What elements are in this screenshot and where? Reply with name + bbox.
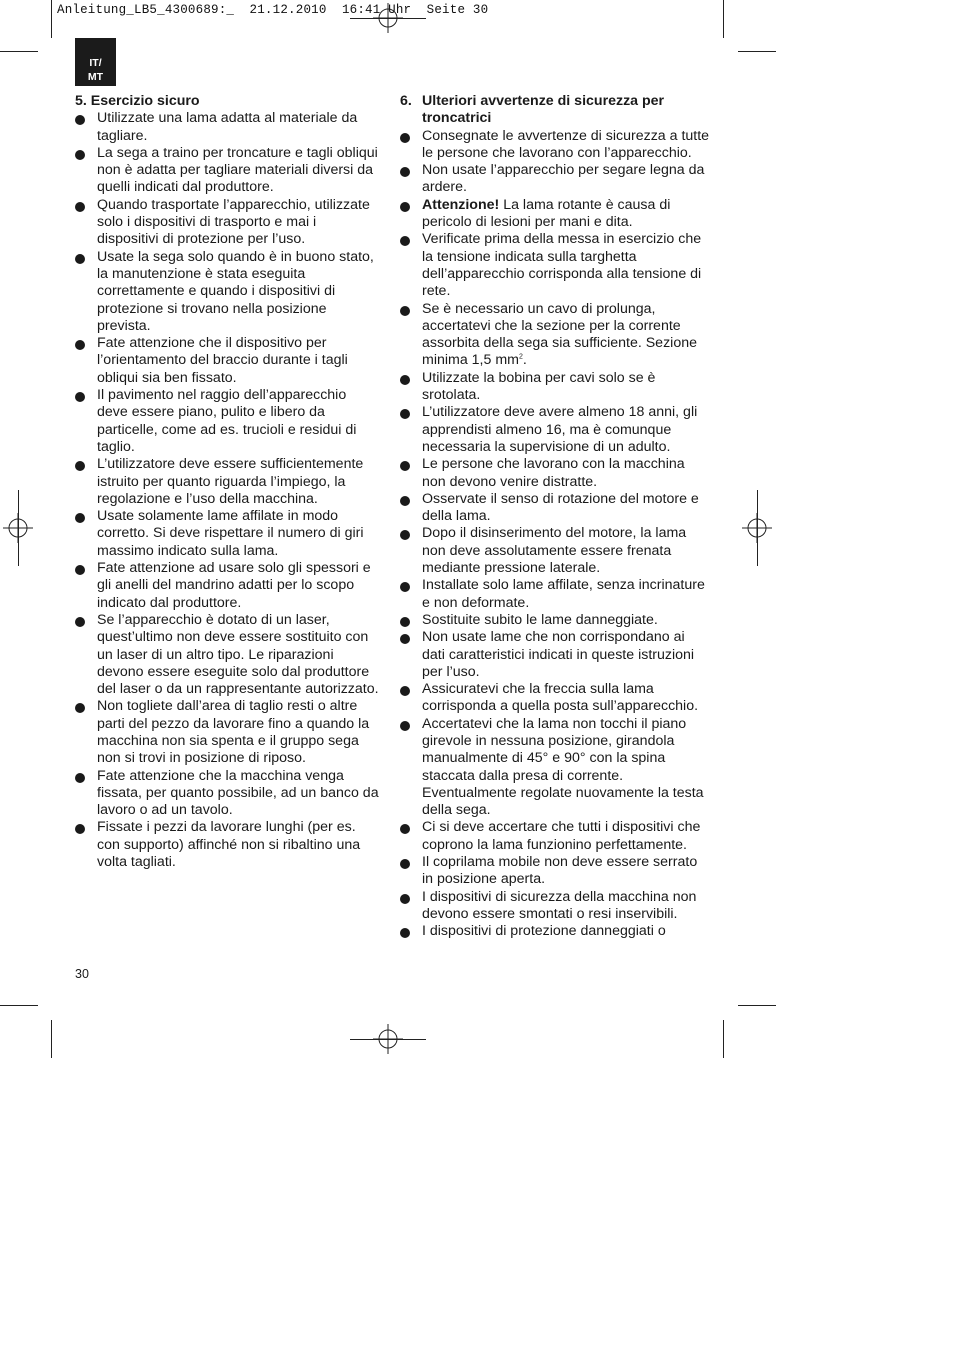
list-item	[75, 110, 380, 145]
crop-mark	[723, 0, 724, 38]
list-item-text: Installate solo lame affilate, senza incrinature e non deformate.	[422, 577, 705, 611]
list-item	[400, 525, 710, 577]
list-item	[400, 681, 710, 716]
bullet-icon	[400, 409, 410, 419]
bullet-icon	[400, 634, 410, 644]
bullet-list	[75, 110, 380, 871]
list-item-text: La sega a traino per troncature e tagli obliqui non è adatta per tagliare materiali diversi da quelli indicati dal produttore.	[97, 144, 378, 196]
bullet-icon	[400, 167, 410, 177]
bullet-icon	[75, 150, 85, 160]
bullet-icon	[75, 392, 85, 402]
list-item-text: Fate attenzione che la macchina venga fissata, per quanto possibile, ad un banco da lavoro o ad un tavolo.	[97, 767, 379, 819]
language-tab-line: MT	[87, 71, 104, 83]
bullet-icon	[75, 202, 85, 212]
list-item-text: L’utilizzatore deve avere almeno 18 anni, gli apprendisti almeno 16, ma è comunque necessaria la supervisione di un adulto.	[422, 404, 698, 455]
bullet-icon	[400, 582, 410, 592]
crop-mark	[18, 490, 19, 566]
list-item-text: Se l’apparecchio è dotato di un laser, quest’ultimo non deve essere sostituito con un laser di un altro tipo. Le riparazioni devono essere eseguite solo dal produttore del laser o da un rappresentante autorizzato.	[97, 611, 379, 698]
bullet-icon	[75, 617, 85, 627]
bullet-icon	[400, 859, 410, 869]
section-heading	[400, 93, 710, 128]
list-item-text: Utilizzate una lama adatta al materiale da tagliare.	[97, 110, 358, 144]
crop-mark	[51, 0, 52, 38]
language-tab	[75, 38, 116, 86]
list-item-text: Fissate i pezzi da lavorare lunghi (per es. con supporto) affinché non si ribaltino una volta tagliati.	[97, 819, 361, 871]
bullet-icon	[400, 202, 410, 212]
list-item-text: Non togliete dall’area di taglio resti o altre parti del pezzo da lavorare fino a quando la macchina non sia spenta e il gruppo sega non si trovi in posizione di riposo.	[97, 698, 370, 767]
bullet-icon	[400, 894, 410, 904]
list-item-text: Osservate il senso di rotazione del motore e della lama.	[422, 490, 699, 525]
print-slug: Anleitung_LB5_4300689:_ 21.12.2010 16:41 Uhr Seite 30	[57, 3, 489, 17]
crop-mark	[0, 1005, 38, 1006]
list-item-text: La lama rotante è causa di pericolo di lesioni per mani e dita.	[422, 196, 671, 231]
list-item-text: Sostituite subito le lame danneggiate.	[422, 611, 658, 628]
bullet-icon	[400, 236, 410, 246]
list-item-text: Non usate lame che non corrispondano ai dati caratteristici indicati in queste istruzioni per l’uso.	[422, 629, 695, 680]
section-heading-text: Ulteriori avvertenze di sicurezza per troncatrici	[422, 93, 665, 127]
registration-mark-icon	[373, 3, 403, 33]
bullet-icon	[75, 824, 85, 834]
bullet-icon	[400, 928, 410, 938]
right-column	[400, 93, 710, 941]
bullet-icon	[400, 133, 410, 143]
bullet-icon	[75, 340, 85, 350]
list-item-text: .	[522, 352, 527, 369]
list-item-text: Fate attenzione ad usare solo gli spessori e gli anelli del mandrino adatti per lo scopo indicato dal produttore.	[97, 560, 371, 611]
list-item	[75, 508, 380, 560]
list-item	[75, 197, 380, 249]
list-item	[400, 854, 710, 889]
list-item-text: Dopo il disinserimento del motore, la lama non deve assolutamente essere frenata mediante pressione laterale.	[422, 525, 687, 577]
bullet-icon	[400, 461, 410, 471]
bullet-icon	[75, 513, 85, 523]
list-item-text: Quando trasportate l’apparecchio, utilizzate solo i dispositivi di trasporto e mai i dispositivi di protezione per l’uso.	[97, 196, 370, 248]
warning-label: Attenzione!	[422, 196, 500, 213]
list-item-text: Il pavimento nel raggio dell’apparecchio deve essere piano, pulito e libero da particelle, come ad es. trucioli e residui di taglio.	[97, 387, 357, 455]
list-item	[400, 629, 710, 681]
bullet-icon	[75, 565, 85, 575]
list-item-text: Fate attenzione che il dispositivo per l’orientamento del braccio durante i tagli obliqui sia ben fissato.	[97, 335, 348, 386]
list-item	[400, 923, 710, 940]
bullet-icon	[400, 686, 410, 696]
list-item	[400, 819, 710, 854]
list-item-text: I dispositivi di protezione danneggiati o	[422, 923, 666, 940]
list-item	[400, 370, 710, 405]
page-number: 30	[75, 967, 89, 981]
crop-mark	[350, 1039, 426, 1040]
list-item	[75, 560, 380, 612]
list-item-text: Usate la sega solo quando è in buono stato, la manutenzione è stata eseguita correttamente e quando i dispositivi di protezione si trovano nella posizione prevista.	[97, 248, 374, 334]
list-item	[75, 249, 380, 335]
crop-mark	[0, 51, 38, 52]
bullet-icon	[400, 306, 410, 316]
bullet-icon	[75, 254, 85, 264]
section-number: 6.	[400, 93, 412, 109]
crop-mark	[757, 490, 758, 566]
list-item-text: Consegnate le avvertenze di sicurezza a tutte le persone che lavorano con l’apparecchio.	[422, 127, 710, 161]
bullet-icon	[75, 461, 85, 471]
list-item	[400, 301, 710, 370]
list-item-text: Il coprilama mobile non deve essere serrato in posizione aperta.	[422, 854, 698, 888]
bullet-icon	[400, 824, 410, 834]
list-item	[400, 491, 710, 526]
bullet-icon	[75, 773, 85, 783]
list-item	[75, 456, 380, 508]
list-item	[75, 145, 380, 197]
list-item	[400, 128, 710, 163]
list-item-text: Se è necessario un cavo di prolunga, accertatevi che la sezione per la corrente assorbita della sega sia sufficiente. Sezione minima 1,5 mm	[422, 300, 697, 369]
list-item-text: Utilizzate la bobina per cavi solo se è srotolata.	[422, 369, 656, 404]
list-item	[75, 335, 380, 387]
list-item	[400, 404, 710, 456]
bullet-icon	[400, 375, 410, 385]
language-tab-line: IT/	[89, 57, 102, 69]
list-item	[400, 889, 710, 924]
list-item	[400, 231, 710, 300]
list-item-text: I dispositivi di sicurezza della macchina non devono essere smontati o resi inservibili.	[422, 888, 697, 922]
crop-mark	[738, 1005, 776, 1006]
list-item-text: Assicuratevi che la freccia sulla lama corrisponda a quella posta sull’apparecchio.	[422, 681, 699, 715]
list-item-text: Non usate l’apparecchio per segare legna da ardere.	[422, 162, 705, 196]
list-item-text: Usate solamente lame affilate in modo corretto. Si deve rispettare il numero di giri massimo indicato sulla lama.	[97, 508, 364, 559]
list-item-text: L’utilizzatore deve essere sufficientemente istruito per quanto riguarda l’impiego, la regolazione e l’uso della macchina.	[97, 456, 364, 507]
bullet-icon	[75, 703, 85, 713]
list-item	[75, 698, 380, 767]
list-item	[75, 612, 380, 698]
crop-mark	[51, 1020, 52, 1058]
bullet-icon	[400, 496, 410, 506]
left-column	[75, 93, 380, 871]
list-item	[400, 456, 710, 491]
list-item-text: Accertatevi che la lama non tocchi il piano girevole in nessuna posizione, girandola manualmente di 45° e 90° con la spina staccata dalla presa di corrente. Eventualmente regolate nuovamente la testa della sega.	[422, 715, 704, 819]
crop-mark	[723, 1020, 724, 1058]
list-item	[400, 162, 710, 197]
list-item	[75, 819, 380, 871]
bullet-list	[400, 128, 710, 941]
list-item	[400, 577, 710, 612]
list-item	[75, 768, 380, 820]
list-item-text: Ci si deve accertare che tutti i dispositivi che coprono la lama funzionino perfettamente.	[422, 819, 701, 853]
list-item-text: Le persone che lavorano con la macchina non devono venire distratte.	[422, 456, 685, 490]
bullet-icon	[400, 530, 410, 540]
bullet-icon	[400, 617, 410, 627]
crop-mark	[738, 51, 776, 52]
list-item	[75, 387, 380, 456]
bullet-icon	[75, 115, 85, 125]
list-item	[400, 716, 710, 820]
list-item-text: Verificate prima della messa in esercizio che la tensione indicata sulla targhetta dell’apparecchio corrisponda alla tensione di rete.	[422, 231, 702, 300]
list-item	[400, 612, 710, 629]
bullet-icon	[400, 721, 410, 731]
superscript: 2	[518, 353, 523, 361]
list-item	[400, 197, 710, 232]
section-heading: 5. Esercizio sicuro	[75, 93, 200, 109]
